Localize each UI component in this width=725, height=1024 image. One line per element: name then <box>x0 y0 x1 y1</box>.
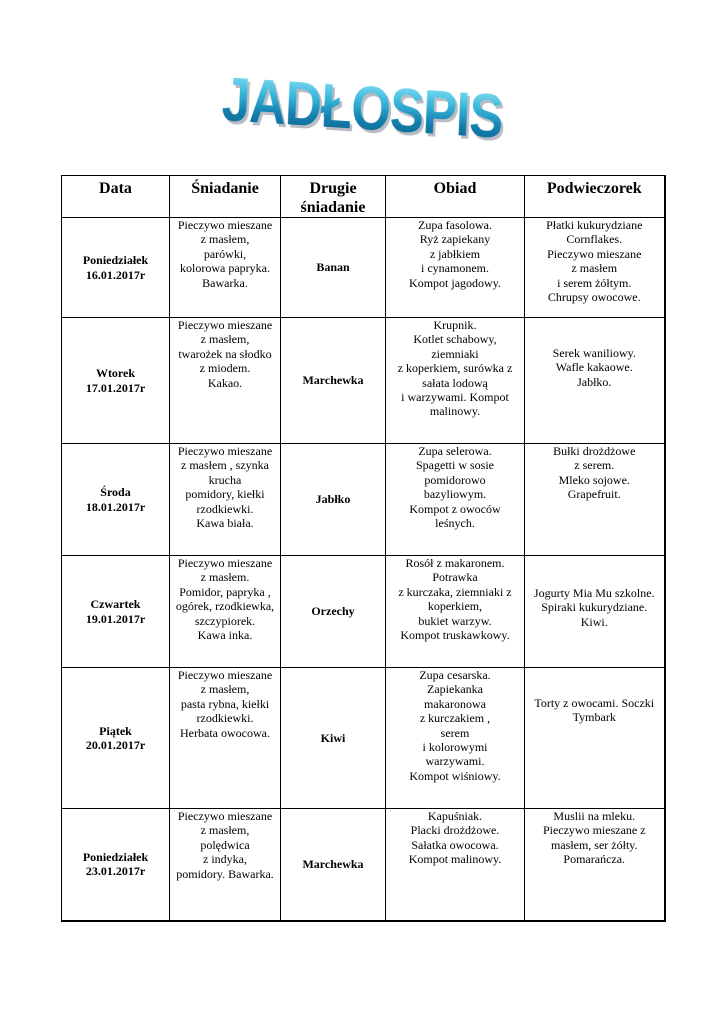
table-row <box>62 556 665 668</box>
table-row <box>62 809 665 921</box>
second-breakfast-cell: Marchewka <box>281 318 386 444</box>
day-cell: Wtorek 17.01.2017r <box>62 318 170 444</box>
table-row <box>62 444 665 556</box>
day-cell: Środa 18.01.2017r <box>62 444 170 556</box>
day-cell: Poniedziałek 23.01.2017r <box>62 809 170 921</box>
table-header-row <box>62 176 665 218</box>
menu-table <box>61 175 666 922</box>
snack-cell: Jogurty Mia Mu szkolne. Spiraki kukurydziane. Kiwi. <box>525 556 665 668</box>
breakfast-cell: Pieczywo mieszane z masłem, pasta rybna, kiełki rzodkiewki. Herbata owocowa. <box>170 668 281 809</box>
second-breakfast-cell: Banan <box>281 218 386 318</box>
second-breakfast-cell: Kiwi <box>281 668 386 809</box>
header-date: Data <box>62 176 170 218</box>
day-cell: Piątek 20.01.2017r <box>62 668 170 809</box>
table-row <box>62 318 665 444</box>
snack-cell: Bułki drożdżowe z serem. Mleko sojowe. Grapefruit. <box>525 444 665 556</box>
page-title: JADŁOSPIS <box>220 65 505 152</box>
day-cell: Poniedziałek 16.01.2017r <box>62 218 170 318</box>
breakfast-cell: Pieczywo mieszane z masłem. Pomidor, papryka , ogórek, rzodkiewka, szczypiorek. Kawa inka. <box>170 556 281 668</box>
snack-cell: Muslii na mleku. Pieczywo mieszane z masłem, ser żółty. Pomarańcza. <box>525 809 665 921</box>
lunch-cell: Rosół z makaronem. Potrawka z kurczaka, ziemniaki z koperkiem, bukiet warzyw. Kompot truskawkowy. <box>386 556 525 668</box>
table-row <box>62 218 665 318</box>
second-breakfast-cell: Marchewka <box>281 809 386 921</box>
lunch-cell: Zupa cesarska. Zapiekanka makaronowa z kurczakiem , serem i kolorowymi warzywami. Kompot wiśniowy. <box>386 668 525 809</box>
breakfast-cell: Pieczywo mieszane z masłem, twarożek na słodko z miodem. Kakao. <box>170 318 281 444</box>
breakfast-cell: Pieczywo mieszane z masłem, polędwica z indyka, pomidory. Bawarka. <box>170 809 281 921</box>
title-area <box>0 65 725 152</box>
breakfast-cell: Pieczywo mieszane z masłem, parówki, kolorowa papryka. Bawarka. <box>170 218 281 318</box>
header-breakfast: Śniadanie <box>170 176 281 218</box>
second-breakfast-cell: Orzechy <box>281 556 386 668</box>
header-second-breakfast: Drugie śniadanie <box>281 176 386 218</box>
snack-cell: Serek waniliowy. Wafle kakaowe. Jabłko. <box>525 318 665 444</box>
header-snack: Podwieczorek <box>525 176 665 218</box>
header-lunch: Obiad <box>386 176 525 218</box>
lunch-cell: Zupa fasolowa. Ryż zapiekany z jabłkiem i cynamonem. Kompot jagodowy. <box>386 218 525 318</box>
lunch-cell: Zupa selerowa. Spagetti w sosie pomidorowo bazyliowym. Kompot z owoców leśnych. <box>386 444 525 556</box>
second-breakfast-cell: Jabłko <box>281 444 386 556</box>
day-cell: Czwartek 19.01.2017r <box>62 556 170 668</box>
table-row <box>62 668 665 809</box>
snack-cell: Płatki kukurydziane Cornflakes. Pieczywo mieszane z masłem i serem żółtym. Chrupsy owocowe. <box>525 218 665 318</box>
lunch-cell: Krupnik. Kotlet schabowy, ziemniaki z koperkiem, surówka z sałata lodową i warzywami. Kompot malinowy. <box>386 318 525 444</box>
breakfast-cell: Pieczywo mieszane z masłem , szynka krucha pomidory, kiełki rzodkiewki. Kawa biała. <box>170 444 281 556</box>
snack-cell: Torty z owocami. Soczki Tymbark <box>525 668 665 809</box>
lunch-cell: Kapuśniak. Placki drożdżowe. Sałatka owocowa. Kompot malinowy. <box>386 809 525 921</box>
